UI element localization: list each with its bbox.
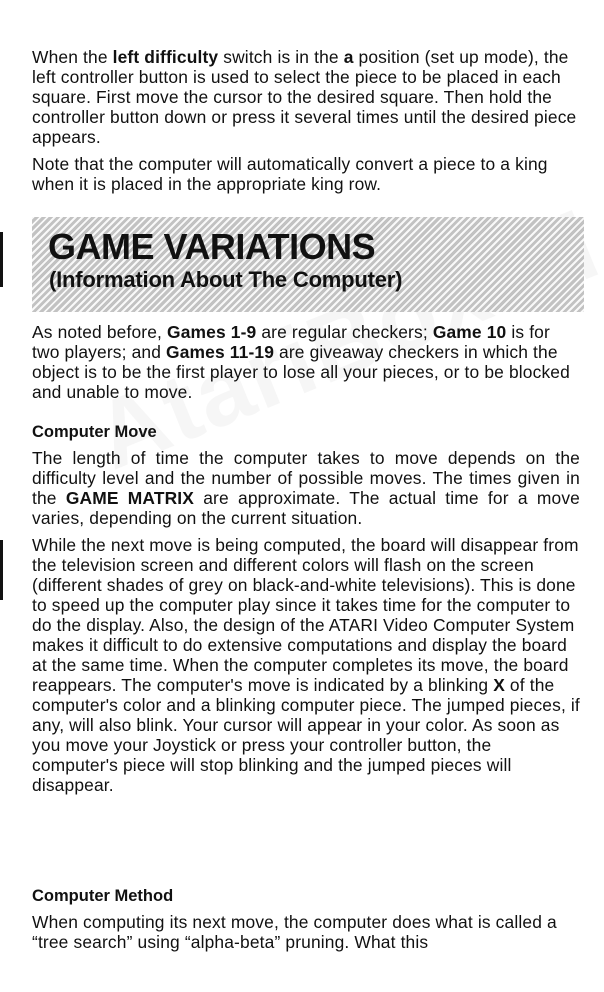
computer-move-paragraph-time: The length of time the computer takes to move depends on the difficulty level and the number of possible moves. The times given in the GAME MATRIX are approximate. The actual time for a move varies, depending on the current situation. [32, 448, 580, 528]
page-edge-mark [0, 540, 3, 600]
computer-method-paragraph: When computing its next move, the computer does what is called a “tree search” using “alpha-beta” pruning. What this [32, 912, 557, 952]
computer-method-section [32, 886, 580, 952]
variations-paragraph: As noted before, Games 1-9 are regular checkers; Game 10 is for two players; and Games 11-19 are giveaway checkers in which the object is to be the first player to lose all your pieces, or to be blocked and unable to move. [32, 322, 570, 402]
section-title: GAME VARIATIONS [48, 226, 376, 267]
intro-paragraph-king: Note that the computer will automatically convert a piece to a king when it is placed in the appropriate king row. [32, 154, 548, 194]
section-subtitle: (Information About The Computer) [49, 267, 403, 292]
variations-section [32, 322, 580, 402]
computer-method-heading: Computer Method [32, 887, 174, 905]
computer-move-heading: Computer Move [32, 423, 157, 441]
computer-move-section [32, 422, 580, 795]
intro-paragraph-setup: When the left difficulty switch is in the a position (set up mode), the left controller button is used to select the piece to be placed in each square. First move the cursor to the desired square. Then hold the controller button down or press it several times until the desired piece appears. [32, 47, 577, 147]
computer-move-paragraph-display: While the next move is being computed, the board will disappear from the television screen and different colors will flash on the screen (different shades of grey on black-and-white televisions). This is done to speed up the computer play since it takes time for the computer to do the display. Also, the design of the ATARI Video Computer System makes it difficult to do extensive computations and display the board at the same time. When the computer completes its move, the board reappears. The computer's move is indicated by a blinking X of the computer's color and a blinking computer piece. The jumped pieces, if any, will also blink. Your cursor will appear in your color. As soon as you move your Joystick or press your controller button, the computer's piece will stop blinking and the jumped pieces will disappear. [32, 535, 580, 795]
intro-section [32, 47, 580, 194]
page-edge-mark [0, 232, 3, 287]
section-banner [32, 217, 584, 312]
